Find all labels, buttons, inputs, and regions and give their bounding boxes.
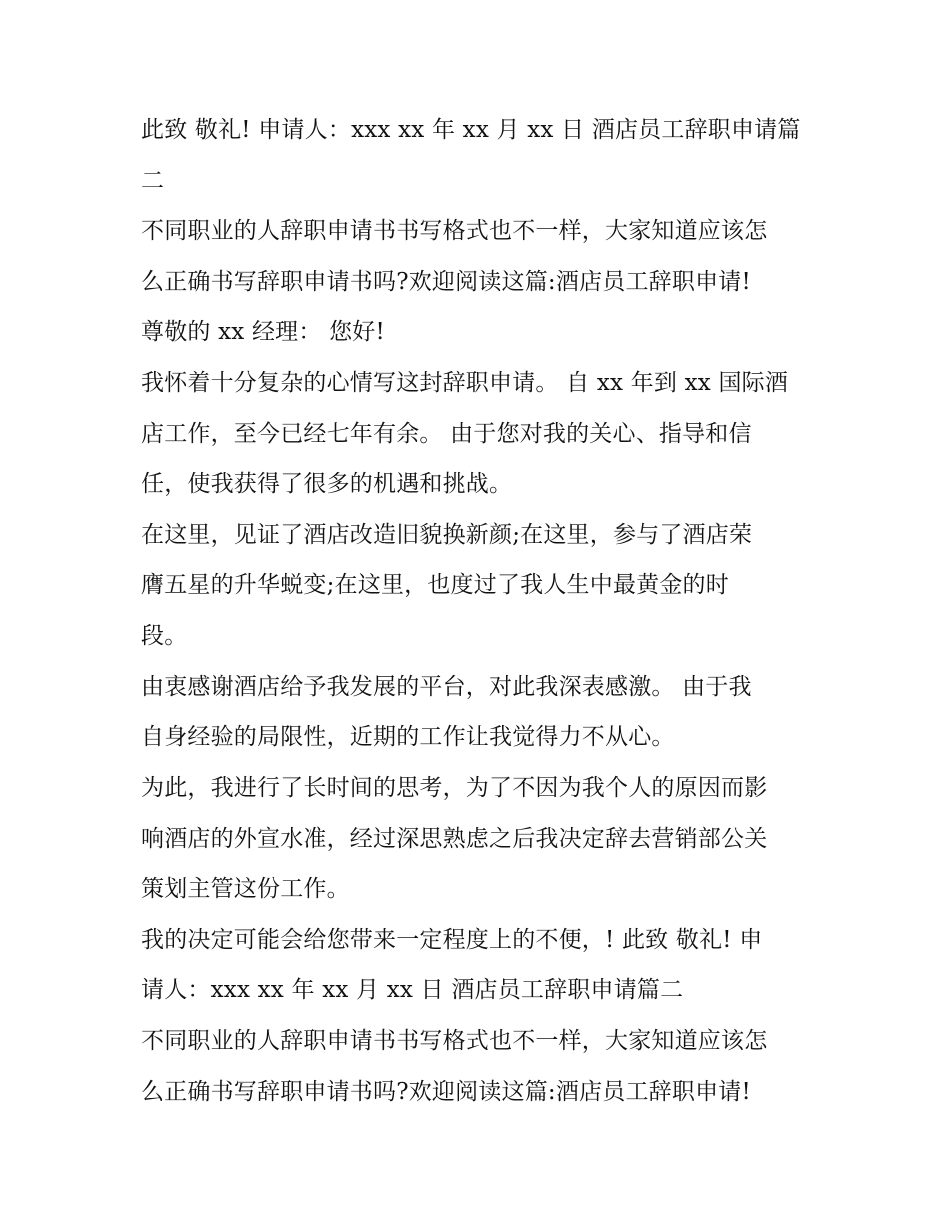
- text-line: 为此，我进行了长时间的思考，为了不因为我个人的原因而影: [141, 775, 768, 801]
- text-line: 由衷感谢酒店给予我发展的平台，对此我深表感激。 由于我: [141, 674, 752, 700]
- text-line: 响酒店的外宣水准，经过深思熟虑之后我决定辞去营销部公关: [141, 826, 768, 852]
- text-line: 店工作，至今已经七年有余。 由于您对我的关心、指导和信: [141, 421, 752, 447]
- text-line: 么正确书写辞职申请书吗?欢迎阅读这篇:酒店员工辞职申请!: [141, 269, 751, 295]
- text-line: 任，使我获得了很多的机遇和挑战。: [141, 471, 513, 497]
- text-line: 尊敬的 xx 经理： 您好!: [141, 319, 385, 345]
- text-line: 膺五星的升华蜕变;在这里，也度过了我人生中最黄金的时: [141, 572, 729, 598]
- text-line: 么正确书写辞职申请书吗?欢迎阅读这篇:酒店员工辞职申请!: [141, 1079, 751, 1105]
- text-line: 策划主管这份工作。: [141, 876, 350, 902]
- text-line: 二: [141, 168, 165, 194]
- text-line: 我的决定可能会给您带来一定程度上的不便，! 此致 敬礼! 申: [141, 927, 763, 953]
- text-line: 在这里，见证了酒店改造旧貌换新颜;在这里，参与了酒店荣: [141, 522, 753, 548]
- text-line: 请人：xxx xx 年 xx 月 xx 日 酒店员工辞职申请篇二: [141, 977, 684, 1003]
- text-line: 段。: [141, 623, 188, 649]
- text-line: 此致 敬礼! 申请人：xxx xx 年 xx 月 xx 日 酒店员工辞职申请篇: [141, 117, 801, 143]
- text-line: 自身经验的局限性，近期的工作让我觉得力不从心。: [141, 724, 675, 750]
- text-line: 我怀着十分复杂的心情写这封辞职申请。 自 xx 年到 xx 国际酒: [141, 370, 789, 396]
- text-line: 不同职业的人辞职申请书书写格式也不一样，大家知道应该怎: [141, 218, 768, 244]
- text-line: 不同职业的人辞职申请书书写格式也不一样，大家知道应该怎: [141, 1028, 768, 1054]
